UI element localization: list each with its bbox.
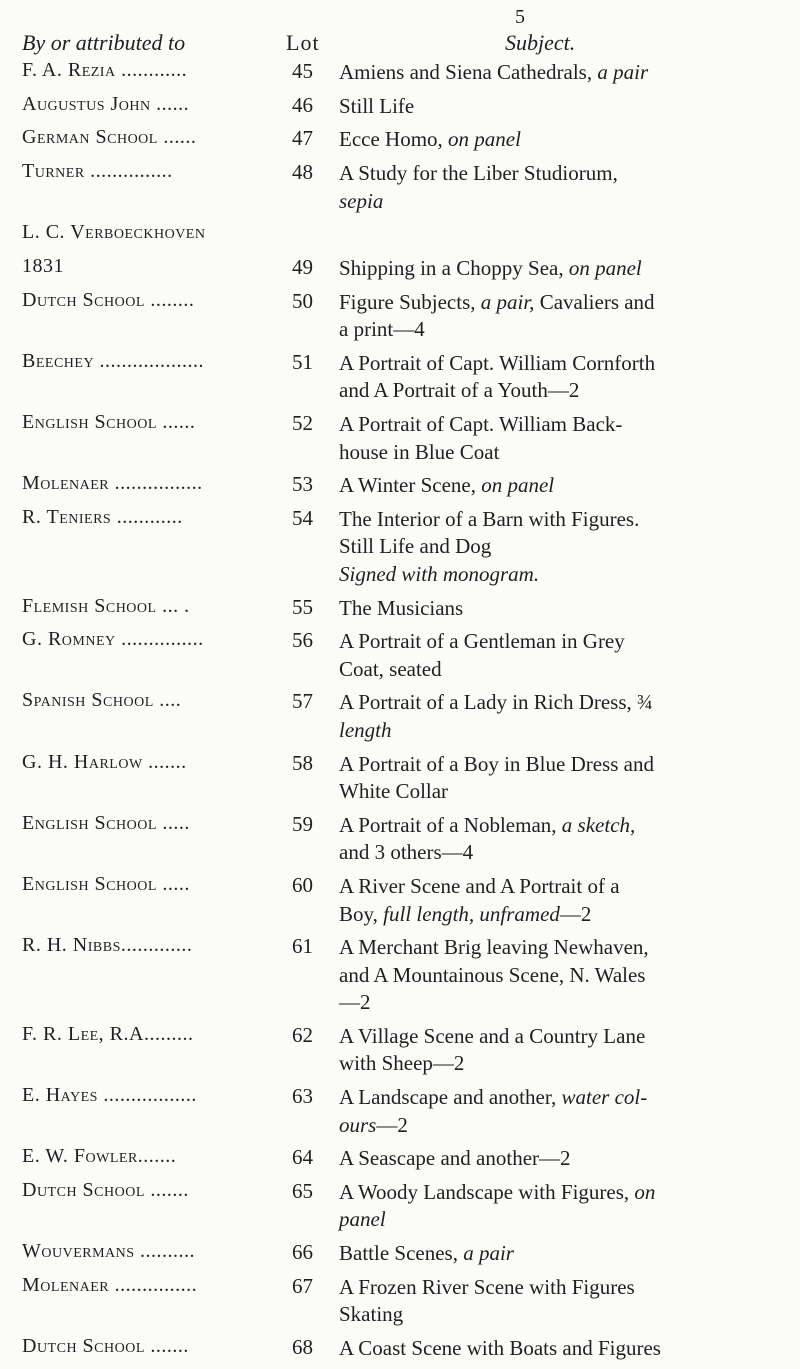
subject-line [339,812,794,840]
lot-number: 57 [292,689,313,714]
subject-text: Signed with monogram. [339,561,540,586]
subject-text: house in Blue Coat [339,439,500,464]
subject-text: A Portrait of Capt. William Cornforth [339,350,656,375]
subject-line [339,839,794,867]
subject-text: A Portrait of a Nobleman, [339,812,562,837]
artist-name: E. W. Fowler....... [22,1145,177,1168]
lot-number: 56 [292,628,313,653]
subject-text: panel [339,1207,386,1232]
artist-name: F. A. Rezia ............ [22,59,188,81]
subject-text: Still Life and Dog [339,534,492,559]
subject-text: A Frozen River Scene with Figures [339,1274,635,1299]
artist-name: F. R. Lee, R.A......... [22,1022,194,1045]
artist-name: G. H. Harlow ....... [22,750,187,773]
artist-name: Beechey ................... [22,349,205,372]
lot-number: 54 [292,505,313,530]
subject-text: White Collar [339,779,449,804]
subject-line [339,126,794,154]
lot-subject [339,812,794,867]
subject-text: on panel [448,127,521,152]
lot-number: 50 [292,288,313,313]
lot-number: 53 [292,472,313,497]
subject-line [339,962,794,990]
artist-name: Flemish School ... . [22,594,190,617]
subject-text: on panel [481,473,555,498]
subject-line [339,160,794,188]
subject-text: a sketch, [561,812,636,837]
subject-line [339,1023,794,1051]
artist-name: G. Romney ............... [22,628,204,651]
subject-line [339,1179,794,1207]
lot-subject [339,1023,794,1078]
subject-text: Boy, [339,901,384,926]
lot-subject [339,160,794,215]
subject-line [339,561,794,589]
lot-row [0,221,800,255]
lot-row [0,1179,800,1240]
lot-number: 52 [292,411,313,435]
lot-subject [339,93,794,121]
subject-line [339,1240,794,1268]
lot-column-heading: Lot [286,30,320,55]
subject-text: Battle Scenes, [339,1241,464,1266]
lot-number: 58 [292,750,313,775]
artist-name: Molenaer ............... [22,1273,198,1296]
lot-number: 47 [292,126,313,151]
lot-subject [339,1145,794,1173]
artist-name: Dutch School ....... [22,1178,189,1201]
lot-subject [339,350,794,405]
subject-line [339,255,794,283]
lot-number: 62 [292,1022,313,1047]
subject-line [339,377,794,405]
subject-text: A Winter Scene, [339,473,482,498]
lot-row [0,1145,800,1179]
lot-number: 48 [292,160,313,185]
subject-text: Ecce Homo, [339,127,449,152]
lot-row [0,350,800,411]
artist-name: Augustus John ...... [22,92,190,115]
subject-line [339,778,794,806]
lot-subject [339,126,794,154]
subject-line [339,1112,794,1140]
subject-line [339,751,794,779]
subject-text: full length, unframed [383,901,560,926]
lot-list [0,59,800,1369]
lot-row [0,411,800,472]
subject-text: A Village Scene and a Country Lane [339,1023,646,1048]
lot-subject [339,506,794,589]
subject-text: The Musicians [339,595,464,620]
subject-line [339,1274,794,1302]
lot-row [0,689,800,750]
artist-name: R. Teniers ............ [22,505,183,528]
lot-number: 49 [292,254,313,279]
artist-name: Turner ............... [22,160,173,183]
lot-subject [339,751,794,806]
subject-line [339,316,794,344]
lot-number: 66 [292,1240,313,1265]
subject-text: Shipping in a Choppy Sea, [339,255,569,280]
lot-subject [339,255,794,283]
lot-subject [339,934,794,1017]
subject-line [339,717,794,745]
lot-row [0,59,800,93]
subject-text: and 3 others—4 [339,840,474,865]
subject-text: The Interior of a Barn with Figures. [339,506,640,531]
subject-line [339,533,794,561]
subject-text: —2 [339,990,371,1015]
subject-text: A Portrait of Capt. William Back- [339,412,623,436]
page-number: 5 [515,6,525,28]
artist-name: R. H. Nibbs............. [22,934,193,957]
artist-name: 1831 [22,254,64,277]
artist-name: Wouvermans .......... [22,1240,196,1263]
lot-number: 46 [292,92,313,117]
lot-row [0,812,800,873]
artist-name: English School ...... [22,411,196,433]
subject-line [339,1335,794,1363]
lot-row [0,934,800,1023]
lot-number: 65 [292,1178,313,1203]
lot-row [0,506,800,595]
lot-subject [339,1179,794,1234]
lot-number: 67 [292,1273,313,1298]
lot-subject [339,1335,794,1363]
subject-line [339,628,794,656]
subject-line [339,656,794,684]
lot-row [0,1274,800,1335]
subject-line [339,689,794,717]
subject-text: a pair, [480,289,535,314]
subject-text: Figure Subjects, [339,289,481,314]
artist-name: Dutch School ....... [22,1335,189,1357]
subject-line [339,1301,794,1329]
lot-subject [339,411,794,466]
lot-number: 63 [292,1084,313,1109]
artist-name: English School ..... [22,811,190,834]
subject-text: A Portrait of a Boy in Blue Dress and [339,751,654,776]
subject-text: —2 [376,1112,408,1137]
lot-row [0,472,800,506]
lot-row [0,93,800,127]
lot-row [0,628,800,689]
subject-text: sepia [339,188,384,213]
subject-text: ours [339,1112,377,1137]
subject-text: A River Scene and A Portrait of a [339,874,620,898]
subject-text: A Portrait of a Gentleman in Grey [339,629,625,654]
lot-row [0,1335,800,1369]
lot-row [0,751,800,812]
artist-name: Dutch School ........ [22,288,195,311]
lot-number: 64 [292,1145,313,1170]
lot-subject [339,289,794,344]
subject-text: Coat, seated [339,656,442,681]
lot-number: 55 [292,594,313,619]
subject-line [339,93,794,121]
subject-line [339,1084,794,1112]
lot-row [0,873,800,934]
lot-number: 45 [292,59,313,83]
lot-row [0,160,800,221]
subject-line [339,595,794,623]
subject-text: A Coast Scene with Boats and Figures [339,1336,661,1360]
artist-name: L. C. Verboeckhoven [22,221,206,244]
subject-text: with Sheep—2 [339,1051,465,1076]
lot-number: 61 [292,934,313,959]
lot-row [0,1084,800,1145]
subject-line [339,934,794,962]
subject-line [339,989,794,1017]
subject-line [339,1206,794,1234]
subject-text: on [634,1179,656,1204]
artist-name: English School ..... [22,873,190,895]
subject-line [339,59,794,87]
lot-row [0,595,800,629]
subject-text: A Study for the Liber Studiorum, [339,161,618,186]
artist-name: Molenaer ................ [22,472,203,495]
subject-text: A Seascape and another—2 [339,1146,571,1171]
artist-name: German School ...... [22,126,197,149]
subject-line [339,188,794,216]
subject-text: Still Life [339,93,415,118]
subject-text: a print—4 [339,317,425,342]
lot-subject [339,689,794,744]
subject-line [339,873,794,901]
subject-line [339,439,794,467]
artist-name: E. Hayes ................. [22,1084,197,1107]
lot-number: 68 [292,1335,313,1359]
lot-subject [339,1084,794,1139]
lot-row [0,1240,800,1274]
subject-text: A Portrait of a Lady in Rich Dress, ¾ [339,690,653,715]
lot-row [0,289,800,350]
subject-text: A Landscape and another, [339,1085,562,1110]
subject-line [339,506,794,534]
subject-line [339,901,794,929]
subject-line [339,289,794,317]
lot-row [0,1023,800,1084]
subject-line [339,350,794,378]
lot-subject [339,873,794,928]
subject-text: water col- [561,1085,648,1110]
column-header [0,28,800,58]
subject-text: and A Mountainous Scene, N. Wales [339,962,646,987]
lot-subject [339,59,794,87]
lot-number: 51 [292,349,313,374]
subject-text: Cavaliers and [534,289,655,314]
lot-subject [339,595,794,623]
lot-subject [339,628,794,683]
lot-row [0,255,800,289]
lot-subject [339,472,794,500]
subject-line [339,411,794,439]
lot-number: 60 [292,873,313,897]
subject-text: Amiens and Siena Cathedrals, [339,60,598,84]
subject-text: length [339,717,392,742]
lot-subject [339,1274,794,1329]
subject-text: a pair [597,60,649,84]
subject-text: a pair [463,1241,514,1266]
subject-line [339,1145,794,1173]
artist-name: Spanish School .... [22,689,182,712]
lot-row [0,126,800,160]
subject-text: Skating [339,1302,404,1327]
artist-column-heading: By or attributed to [22,30,186,55]
lot-number: 59 [292,811,313,836]
subject-line [339,1050,794,1078]
subject-text: A Merchant Brig leaving Newhaven, [339,935,649,960]
subject-text: A Woody Landscape with Figures, [339,1179,635,1204]
subject-column-heading: Subject. [505,30,576,55]
subject-line [339,472,794,500]
lot-subject [339,1240,794,1268]
subject-text: —2 [559,901,592,926]
subject-text: and A Portrait of a Youth—2 [339,378,580,403]
subject-text: on panel [568,255,642,280]
